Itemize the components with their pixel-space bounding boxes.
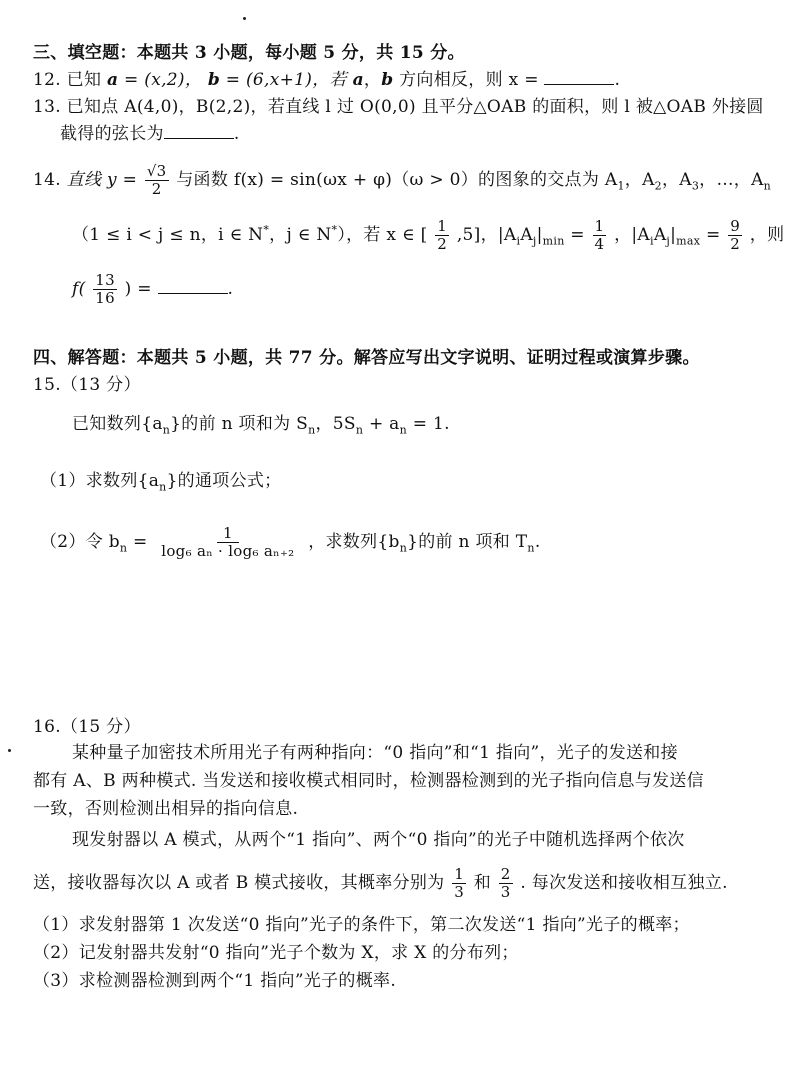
- question-14-line-1: 14. 直线 y = $\frac{√3}{2}$ 与函数 f(x) = sin(ωx + φ)（ω > 0）的图象的交点为 $A_1$，$A_2$，$A_3$，…，$A_n$: [33, 162, 772, 198]
- question-16-line-4: 现发射器以 A 模式，从两个“1 指向”、两个“0 指向”的光子中随机选择两个依次: [72, 830, 685, 850]
- question-13-line-2: 截得的弦长为 .: [60, 124, 240, 144]
- fraction-13-over-16: $\frac{13}{16}$: [95, 271, 115, 307]
- question-14-line-3: f( $\frac{13}{16}$ ) = .: [72, 271, 234, 307]
- answer-blank[interactable]: [544, 70, 614, 85]
- question-16-line-1: 某种量子加密技术所用光子有两种指向：“0 指向”和“1 指向”，光子的发送和接: [72, 743, 678, 763]
- answer-blank[interactable]: [164, 124, 234, 139]
- q14-number: 14.: [33, 170, 61, 190]
- section-3-header: 三、填空题：本题共 3 小题，每小题 5 分，共 15 分。: [33, 43, 465, 63]
- fraction-sqrt3-over-2: $\frac{√3}{2}$: [146, 162, 167, 198]
- q15-number: 15.（13 分）: [33, 375, 141, 395]
- answer-blank[interactable]: [158, 279, 228, 294]
- fraction-1-over-2: $\frac{1}{2}$: [437, 217, 448, 253]
- scan-speck: [243, 17, 246, 20]
- question-16-part-1: （1）求发射器第 1 次发送“0 指向”光子的条件下，第二次发送“1 指向”光子的概率；: [33, 915, 690, 935]
- question-14-line-2: （1 ≤ i < j ≤ n，i ∈ N*，j ∈ N*），若 x ∈ [ $\frac{1}{2}$ ,5]，$|A_iA_j|_{min}$ = $\frac{1}{4}$ ，$|A_iA_j|_{max}$ = $\frac{9}{2}$ ，则: [72, 217, 785, 253]
- q12-number: 12.: [33, 70, 61, 90]
- fraction-1-over-4: $\frac{1}{4}$: [594, 217, 605, 253]
- section-4-header: 四、解答题：本题共 5 小题，共 77 分。解答应写出文字说明、证明过程或演算步骤。: [33, 348, 700, 368]
- q16-number: 16.（15 分）: [33, 717, 141, 737]
- question-12: 12. 已知 a = (x,2)， b = (6,x+1)，若 a，b 方向相反，则 x = .: [33, 70, 621, 90]
- question-16-part-2: （2）记发射器共发射“0 指向”光子个数为 X，求 X 的分布列；: [33, 943, 519, 963]
- fraction-2-over-3: $\frac{2}{3}$: [500, 865, 511, 901]
- scan-speck: [8, 749, 11, 752]
- q13-number: 13.: [33, 97, 61, 117]
- question-16-part-3: （3）求检测器检测到两个“1 指向”光子的概率.: [33, 971, 397, 991]
- question-15-stem: 已知数列$\{a_n\}$的前 n 项和为 $S_n$，$5S_n + a_n = 1$.: [72, 414, 450, 437]
- question-13-line-1: 13. 已知点 A(4,0)，B(2,2)，若直线 l 过 O(0,0) 且平分△OAB 的面积，则 l 被△OAB 外接圆: [33, 97, 764, 117]
- question-15-part-2: （2）令 $b_n$ = $\frac{1}{\text{log₆ aₙ · log₆ aₙ₊₂}}$ ，求数列$\{b_n\}$的前 n 项和 $T_n$.: [40, 524, 541, 560]
- question-16-line-5: 送，接收器每次以 A 或者 B 模式接收，其概率分别为 $\frac{1}{3}$ 和 $\frac{2}{3}$ . 每次发送和接收相互独立.: [33, 865, 728, 901]
- question-16-line-3: 一致，否则检测出相异的指向信息.: [33, 799, 299, 819]
- question-16-line-2: 都有 A、B 两种模式. 当发送和接收模式相同时，检测器检测到的光子指向信息与发送信: [33, 771, 704, 791]
- question-15-part-1: （1）求数列$\{a_n\}$的通项公式；: [40, 471, 282, 494]
- fraction-1-over-3: $\frac{1}{3}$: [454, 865, 465, 901]
- fraction-log-product: $\frac{1}{\text{log₆ aₙ · log₆ aₙ₊₂}}$: [161, 524, 295, 560]
- fraction-9-over-2: $\frac{9}{2}$: [730, 217, 741, 253]
